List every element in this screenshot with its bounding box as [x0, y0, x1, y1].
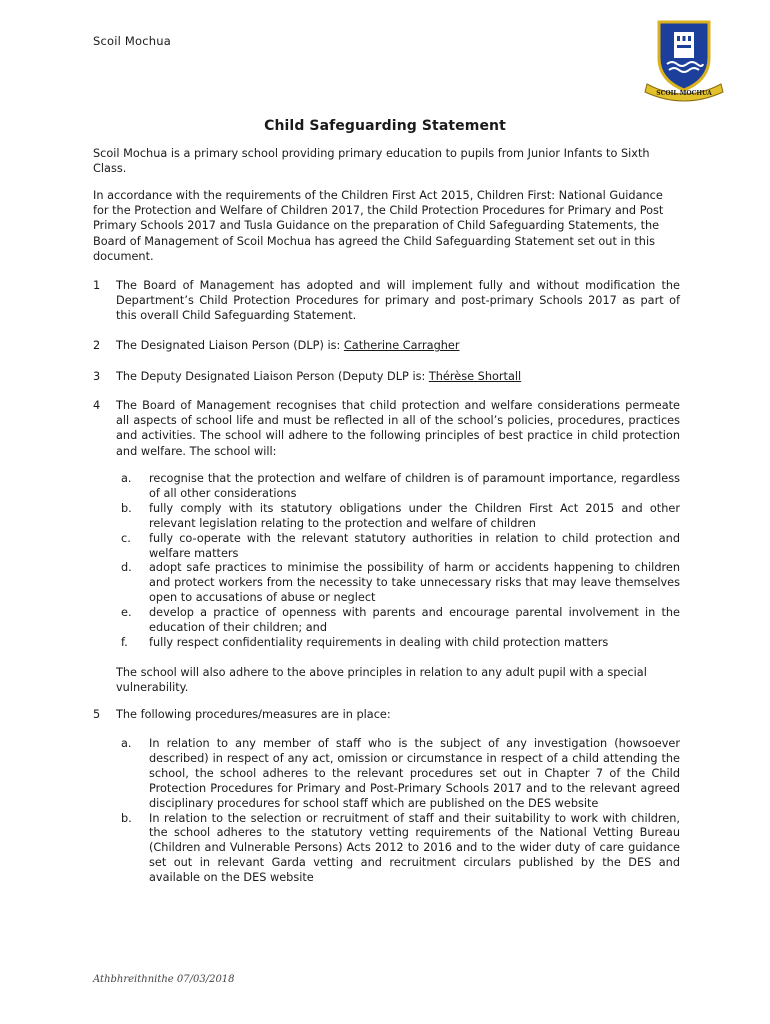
sub-item-letter: e. [121, 606, 132, 620]
sub-item-4a [121, 472, 680, 502]
list-item-4 [93, 398, 680, 459]
item-text: The Board of Management has adopted and will implement fully and without modification the Department’s Child Protection Procedures for primary and post-primary Schools 2017 as part of this overall Child Safeguarding Statement. [116, 279, 680, 323]
page-title: Child Safeguarding Statement [264, 118, 506, 134]
school-crest-logo [641, 18, 727, 102]
sub-item-text: In relation to any member of staff who is the subject of any investigation (howsoever described) in respect of any act, omission or circumstance in respect of a child attending the school, the school adheres to the relevant procedures set out in Chapter 7 of the Child Protection Procedures for Primary and Post-Primary Schools 2017 and to the relevant agreed disciplinary procedures for school staff which are published on the DES website [149, 737, 680, 810]
intro-paragraph-2 [93, 188, 680, 264]
sub-item-text: In relation to the selection or recruitment of staff and their suitability to work with children, the school adheres to the statutory vetting requirements of the National Vetting Bureau (Children and Vulnerable Persons) Acts 2012 to 2016 and to the wider duty of care guidance set out in relevant Garda vetting and recruitment circulars published by the DES and available on the DES website [149, 811, 680, 885]
intro-text-2: In accordance with the requirements of the Children First Act 2015, Children First: National Guidance for the Protection and Welfare of Children 2017, the Child Protection Procedures for Primary and Post Primary Schools 2017 and Tusla Guidance on the preparation of Child Safeguarding Statements, the Board of Management of Scoil Mochua has agreed the Child Safeguarding Statement set out in this document. [93, 189, 664, 263]
sub-item-4b [121, 502, 680, 532]
list-item-1 [93, 278, 680, 324]
item-4-closing [116, 665, 680, 695]
sub-item-text: fully comply with its statutory obligations under the Children First Act 2015 and other relevant legislation relating to the protection and welfare of children [149, 501, 680, 530]
deputy-dlp-label: The Deputy Designated Liaison Person (Deputy DLP is: [116, 370, 429, 383]
sub-item-letter: c. [121, 531, 131, 545]
sub-item-letter: f. [121, 635, 128, 649]
footer-revision-date: Athbhreithnithe 07/03/2018 [93, 974, 235, 985]
sub-item-letter: a. [121, 472, 132, 485]
sub-item-4c [121, 532, 680, 562]
sub-item-4d [121, 561, 680, 606]
item-4-closing-text: The school will also adhere to the above principles in relation to any adult pupil with a special vulnerability. [116, 666, 647, 695]
item-number: 1 [93, 279, 101, 292]
sub-item-letter: b. [121, 811, 132, 825]
sub-item-letter: a. [121, 737, 132, 750]
list-item-5 [93, 707, 680, 722]
item-text [116, 369, 680, 384]
sub-item-text: fully respect confidentiality requirements in dealing with child protection matters [149, 635, 609, 649]
list-item-2 [93, 338, 680, 353]
crest-ribbon-text: SCOIL MOCHUA [656, 90, 712, 97]
sub-item-text: fully co-operate with the relevant statutory authorities in relation to child protection and welfare matters [149, 531, 680, 560]
dlp-name: Catherine Carragher [343, 339, 460, 352]
sub-item-text: recognise that the protection and welfare of children is of paramount importance, regardless of all other considerations [149, 472, 680, 500]
item-5-sublist [121, 737, 680, 886]
item-number: 2 [93, 339, 101, 352]
item-number: 3 [93, 370, 101, 383]
sub-item-5a [121, 737, 680, 812]
sub-item-5b [121, 812, 680, 887]
deputy-dlp-name: Thérèse Shortall [428, 370, 522, 383]
item-number: 5 [93, 708, 101, 721]
header-school-name: Scoil Mochua [93, 34, 172, 48]
item-number: 4 [93, 399, 101, 412]
intro-paragraph-1 [93, 146, 680, 176]
sub-item-4f [121, 636, 680, 651]
item-text: The Board of Management recognises that child protection and welfare considerations permeate all aspects of school life and must be reflected in all of the school’s policies, procedures, practices and activities. The school will adhere to the following principles of best practice in child protection and welfare. The school will: [116, 399, 680, 458]
intro-text-1: Scoil Mochua is a primary school providing primary education to pupils from Junior Infants to Sixth Class. [93, 147, 650, 176]
list-item-3 [93, 369, 680, 384]
sub-item-4e [121, 606, 680, 636]
sub-item-letter: d. [121, 561, 132, 575]
sub-item-text: adopt safe practices to minimise the possibility of harm or accidents happening to children and protect workers from the necessity to take unnecessary risks that may leave themselves open to accusations of abuse or neglect [149, 561, 680, 605]
item-4-sublist [121, 472, 680, 651]
sub-item-text: develop a practice of openness with parents and encourage parental involvement in the education of their children; and [149, 606, 680, 635]
sub-item-letter: b. [121, 501, 132, 515]
dlp-label: The Designated Liaison Person (DLP) is: [116, 339, 344, 352]
item-text [116, 338, 680, 353]
item-text: The following procedures/measures are in place: [116, 708, 391, 721]
